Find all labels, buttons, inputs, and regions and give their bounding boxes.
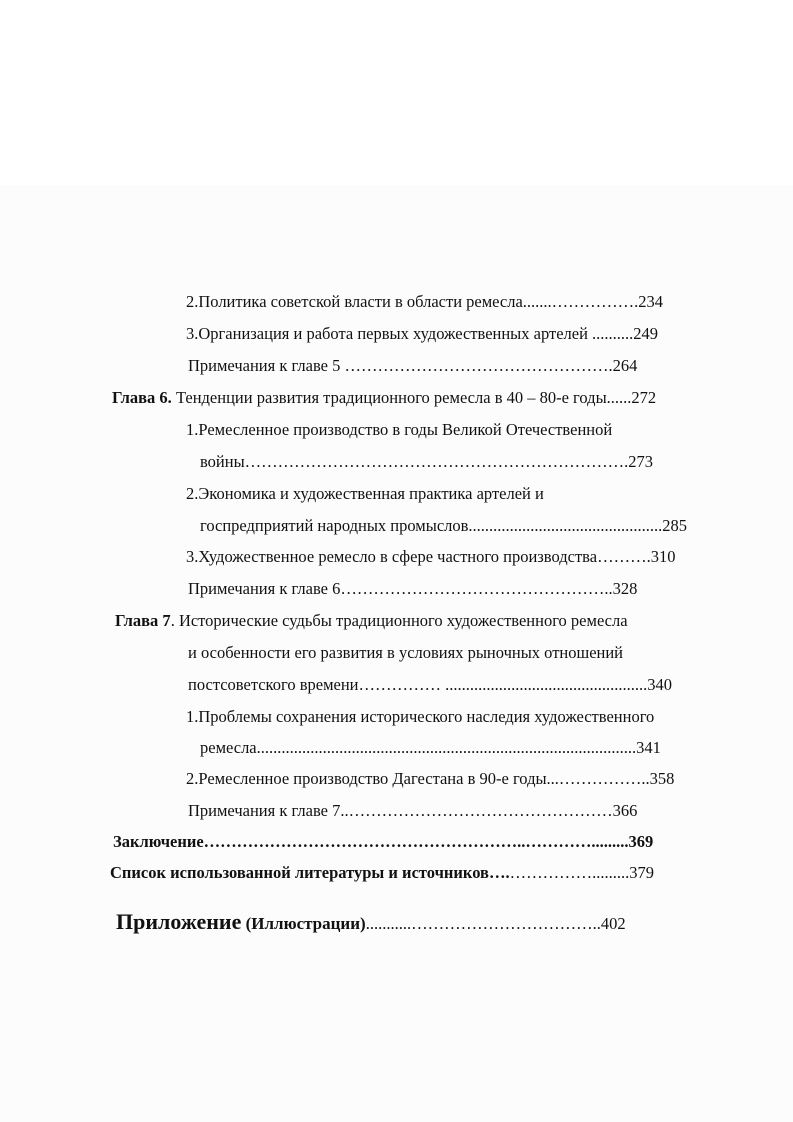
toc-appendix bbox=[116, 907, 626, 939]
toc-chapter-7-title-end: постсоветского времени…………… .................................................340 bbox=[188, 675, 673, 694]
toc-ch6-item3: 3.Художественное ремесло в сфере частного производства……….310 bbox=[186, 547, 676, 566]
toc-chapter-6 bbox=[112, 387, 656, 409]
toc-ch7-item2: 2.Ремесленное производство Дагестана в 90-е годы...……………..358 bbox=[186, 769, 675, 788]
toc-ch7-notes: Примечания к главе 7..…………………………………………366 bbox=[188, 801, 638, 820]
references-label: Список использованной литературы и источников…. bbox=[110, 863, 510, 882]
chapter-6-label: Глава 6. bbox=[112, 388, 172, 407]
toc-ch6-item2-cont: госпредприятий народных промыслов...............................................285 bbox=[200, 516, 688, 535]
toc-conclusion: Заключение…………………………………………………..………….........369 bbox=[113, 832, 654, 851]
chapter-7-label: Глава 7 bbox=[115, 611, 171, 630]
chapter-6-title: Тенденции развития традиционного ремесла в 40 – 80-е годы......272 bbox=[171, 388, 657, 407]
toc-ch7-item1-cont: ремесла............................................................................................341 bbox=[200, 738, 661, 757]
toc-references bbox=[110, 862, 654, 884]
references-dots: …………….........379 bbox=[509, 863, 654, 882]
appendix-dots: ...........……………………………..402 bbox=[365, 914, 626, 933]
toc-chapter-7-title-cont: и особенности его развития в условиях рыночных отношений bbox=[188, 643, 624, 662]
toc-ch7-item1: 1.Проблемы сохранения исторического наследия художественного bbox=[186, 707, 655, 726]
page-top-margin bbox=[0, 0, 793, 185]
toc-chapter-7 bbox=[115, 610, 628, 632]
appendix-subtitle: (Иллюстрации) bbox=[241, 914, 366, 933]
toc-ch5-item2: 2.Политика советской власти в области ремесла.......…………….234 bbox=[186, 292, 664, 311]
appendix-label: Приложение bbox=[116, 909, 242, 934]
toc-ch6-item1: 1.Ремесленное производство в годы Великой Отечественной bbox=[186, 420, 613, 439]
chapter-7-title: . Исторические судьбы традиционного художественного ремесла bbox=[170, 611, 628, 630]
toc-ch6-notes: Примечания к главе 6…………………………………………..328 bbox=[188, 579, 638, 598]
toc-ch6-item1-cont: войны…………………………………………………………….273 bbox=[200, 452, 654, 471]
toc-ch5-notes: Примечания к главе 5 ………………………………………….264 bbox=[188, 356, 638, 375]
toc-ch6-item2: 2.Экономика и художественная практика артелей и bbox=[186, 484, 544, 503]
toc-ch5-item3: 3.Организация и работа первых художественных артелей ..........249 bbox=[186, 324, 659, 343]
